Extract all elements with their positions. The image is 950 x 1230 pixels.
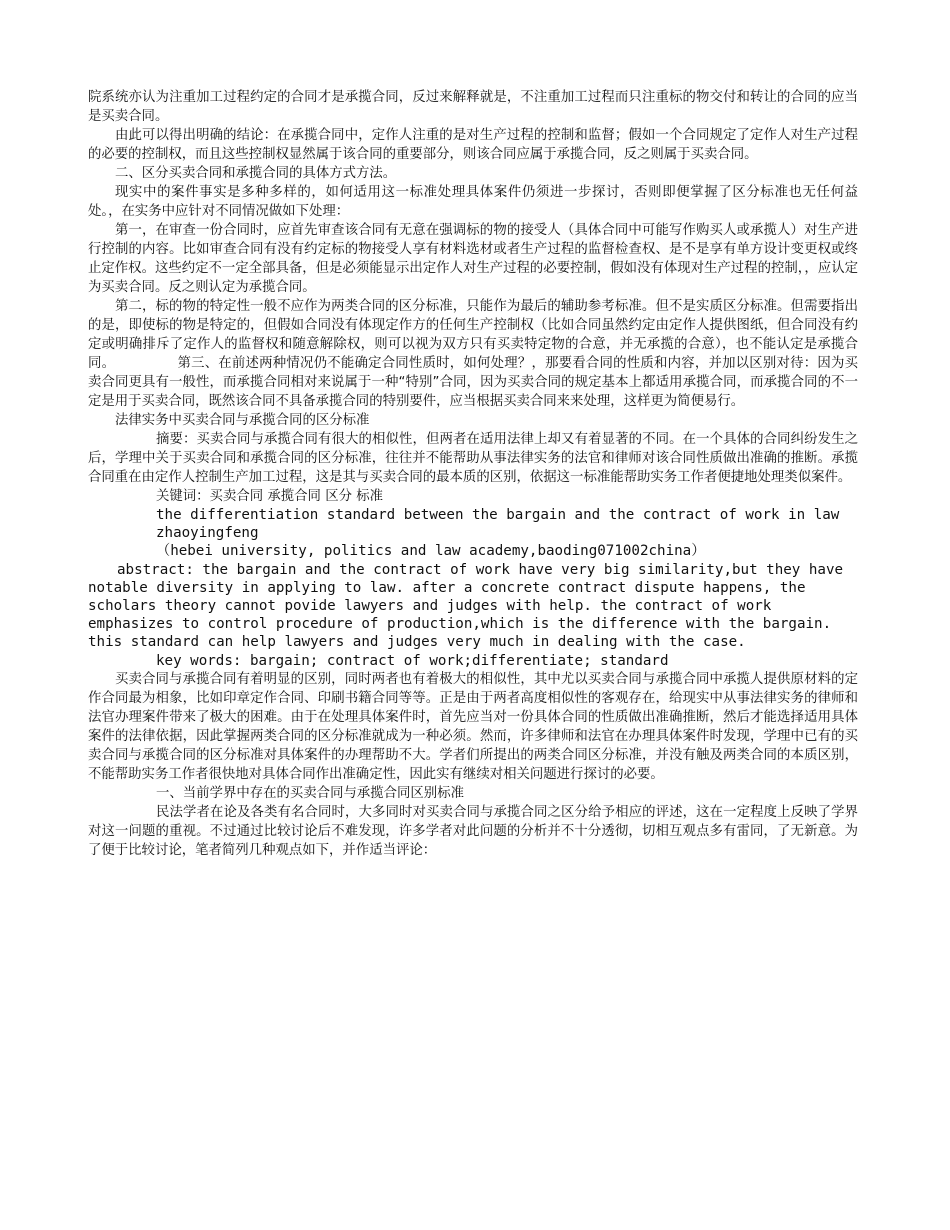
section-heading-one: 一、当前学界中存在的买卖合同与承揽合同区别标准	[156, 785, 464, 801]
paragraph-second: 第二，标的物的特定性一般不应作为两类合同的区分标准，只能作为最后的辅助参考标准。但不是实质区分标准。但需要指出的是，即使标的物是特定的，但假如合同没有体现定作方的任何生产控制权（比如合同虽然约定由定作人提供图纸，但合同没有约定或明确排斥了定作人的监督权和随意解除权，则可以视为双方只有买卖特定物的合意，并无承揽的合意），也不能认定是承揽合同。	[88, 299, 858, 371]
keywords-cn: 关键词：买卖合同 承揽合同 区分 标准	[156, 489, 384, 504]
paragraph-scholars: 民法学者在论及各类有名合同时，大多同时对买卖合同与承揽合同之区分给予相应的评述，这在一定程度上反映了学界对这一问题的重视。不过通过比较讨论后不难发现，许多学者对此问题的分析并不十分透彻，切相互观点多有雷同，了无新意。为了便于比较讨论，笔者简列几种观点如下，并作适当评论：	[88, 804, 858, 858]
document-page	[88, 88, 858, 860]
author-en: zhaoyingfeng	[156, 525, 259, 542]
paragraph-third: 第三、在前述两种情况仍不能确定合同性质时，如何处理？，那要看合同的性质和内容，并加以区别对待：因为买卖合同更具有一般性，而承揽合同相对来说属于一种“特别”合同，因为买卖合同的规定基本上都适用承揽合同，而承揽合同的不一定是用于买卖合同，既然该合同不具备承揽合同的特别要件，应当根据买卖合同来来处理，这样更为简便易行。	[88, 356, 858, 409]
paragraph-continuation: 院系统亦认为注重加工过程约定的合同才是承揽合同，反过来解释就是，不注重加工过程而只注重标的物交付和转让的合同的应当是买卖合同。	[88, 90, 858, 124]
paragraph-second-third	[88, 297, 858, 411]
paragraph-first: 第一，在审查一份合同时，应首先审查该合同有无意在强调标的物的接受人（具体合同中可能写作购买人或承揽人）对生产进行控制的内容。比如审查合同有没有约定标的物接受人享有材料选材或者生产过程的监督检查权、是不是享有单方设计变更权或终止定作权。这些约定不一定全部具备，但是必须能显示出定作人对生产过程的必要控制，假如没有体现对生产过程的控制，，应认定为买卖合同。反之则认定为承揽合同。	[88, 223, 858, 295]
paragraph-conclusion: 由此可以得出明确的结论：在承揽合同中，定作人注重的是对生产过程的控制和监督；假如一个合同规定了定作人对生产过程的必要的控制权，而且这些控制权显然属于该合同的重要部分，则该合同应属于承揽合同，反之则属于买卖合同。	[88, 128, 858, 162]
abstract-en: abstract: the bargain and the contract of work have very big similarity,but they have notable diversity in applying to law. after a concrete contract dispute happens, the scholars theory cannot povide lawyers and judges with help. the contract of work emphasizes to control procedure of production,which is the difference with the bargain. this standard can help lawyers and judges very much in dealing with the case.	[88, 561, 852, 651]
affiliation-en: （hebei university, politics and law academy,baoding071002china）	[156, 543, 706, 560]
paragraph-intro: 买卖合同与承揽合同有着明显的区别，同时两者也有着极大的相似性，其中尤以买卖合同与承揽合同中承揽人提供原材料的定作合同最为相象，比如印章定作合同、印刷书籍合同等等。正是由于两者高度相似性的客观存在，给现实中从事法律实务的律师和法官办理案件带来了极大的困难。由于在处理具体案件时，首先应当对一份具体合同的性质做出准确推断，然后才能选择适用具体案件的法律依据，因此掌握两类合同的区分标准就成为一种必须。然而，许多律师和法官在办理具体案件时发现，学理中已有的买卖合同与承揽合同的区分标准对具体案件的办理帮助不大。学者们所提出的两类合同区分标准，并没有触及两类合同的本质区别，不能帮助实务工作者很快地对具体合同作出准确定性，因此实有继续对相关问题进行探讨的必要。	[88, 671, 858, 782]
title-en: the differentiation standard between the bargain and the contract of work in law	[156, 507, 840, 523]
section-heading-two: 二、区分买卖合同和承揽合同的具体方式方法。	[115, 166, 397, 181]
keywords-en: key words: bargain; contract of work;differentiate; standard	[156, 652, 669, 669]
article-title: 法律实务中买卖合同与承揽合同的区分标准	[115, 413, 370, 428]
abstract-cn: 摘要：买卖合同与承揽合同有很大的相似性，但两者在适用法律上却又有着显著的不同。在一个具体的合同纠纷发生之后，学理中关于买卖合同和承揽合同的区分标准，往往并不能帮助从事法律实务的法官和律师对该合同性质做出准确的推断。承揽合同重在由定作人控制生产加工过程，这是其与买卖合同的最本质的区别，依据这一标准能帮助实务工作者便捷地处理类似案件。	[88, 432, 858, 485]
paragraph-practice: 现实中的案件事实是多种多样的，如何适用这一标准处理具体案件仍须进一步探讨，否则即便掌握了区分标准也无任何益处。，在实务中应针对不同情况做如下处理：	[88, 185, 858, 219]
